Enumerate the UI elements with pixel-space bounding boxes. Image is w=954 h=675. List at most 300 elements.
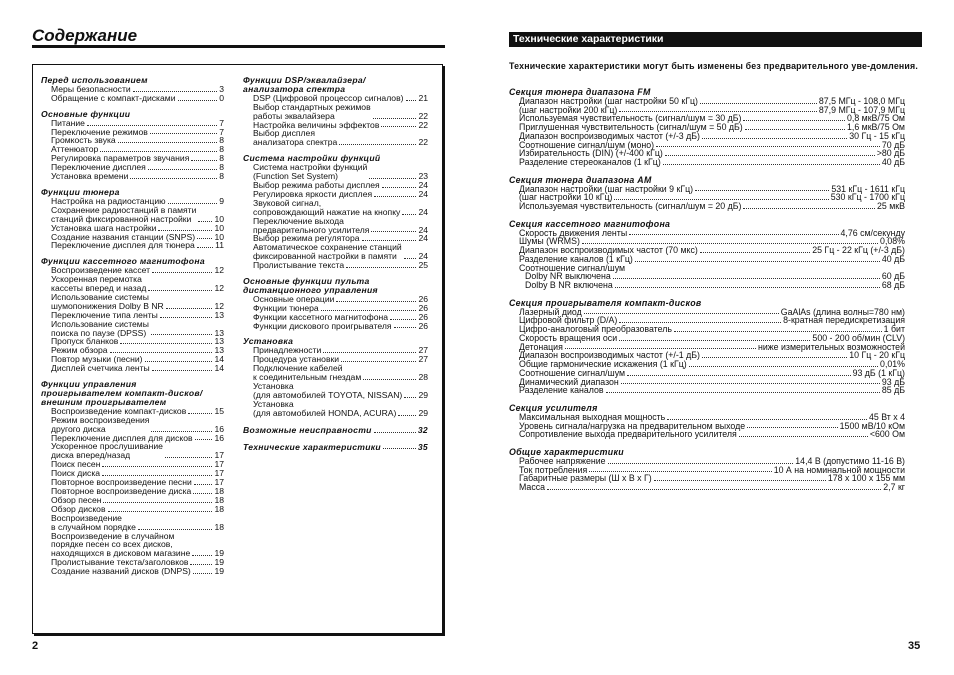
toc-heading-entry (243, 426, 428, 435)
toc-entry-page: 26 (418, 320, 428, 331)
dot-leader (689, 366, 878, 367)
toc-entry (243, 382, 428, 400)
dot-leader (745, 129, 845, 130)
dot-leader (138, 529, 213, 530)
toc-section-heading: Основные функции пульта дистанционного управления (243, 276, 378, 295)
dot-leader (148, 169, 217, 170)
toc-box (32, 64, 443, 634)
toc-heading-entry (243, 443, 428, 452)
spec-value: 178 x 100 x 155 мм (827, 473, 905, 484)
toc-entry-label: Воспроизведение в случайном порядке песен со всех дисков, находящихся в дисковом магазине (51, 530, 191, 559)
toc-entry-label: Ускоренная перемотка кассеты вперед и назад (51, 274, 147, 294)
spec-value: 1,6 мкВ/75 Ом (846, 122, 905, 132)
spec-value: 1 бит (883, 324, 905, 334)
toc-entry-page: 24 (418, 206, 428, 217)
specs-column (509, 88, 905, 492)
dot-leader (700, 252, 810, 253)
dot-leader (148, 290, 212, 291)
dot-leader (547, 489, 881, 490)
title-rule (32, 45, 445, 48)
spec-value: 25 мкВ (877, 201, 905, 211)
spec-label: Соотношение сигнал/шум (519, 262, 626, 273)
spec-label: Приглушенная чувствительность (сигнал/шум = 50 дБ) (519, 122, 743, 132)
spec-label: Масса (519, 482, 546, 492)
dot-leader (150, 133, 217, 134)
dot-leader (152, 370, 213, 371)
spec-value: 500 - 200 об/мин (CLV) (812, 332, 905, 343)
dot-leader (743, 208, 875, 209)
dot-leader (584, 313, 779, 314)
dot-leader (656, 146, 880, 147)
dot-leader (103, 502, 212, 503)
toc-entry-label: Выбор стандартных режимов работы эквалайзера (253, 101, 371, 121)
spec-value: ниже измерительных возможностей (758, 341, 905, 352)
spec-label: Габаритные размеры (Ш x В x Г) (519, 473, 652, 484)
toc-entry-page: 21 (418, 92, 428, 103)
dot-leader (619, 322, 781, 323)
dot-leader (195, 439, 213, 440)
toc-entry-page: 8 (219, 171, 224, 182)
toc-entry-label: Повторное воспроизведение песни (51, 477, 192, 488)
specs-intro: Технические характеристики могут быть изменены без предварительного уве-домления. (509, 61, 919, 71)
toc-entry (41, 442, 224, 460)
toc-entry-page: 13 (214, 345, 224, 356)
toc-entry-page: 7 (219, 117, 224, 128)
toc-entry-label: Поиск диска (51, 468, 101, 479)
toc-entry-page: 16 (214, 432, 224, 443)
spec-label: Цифровой фильтр (D/A) (519, 315, 618, 326)
toc-entry-page: 14 (214, 354, 224, 365)
toc-section-heading: Функции управления проигрывателем компакт-дисков/ внешним проигрывателем (41, 379, 203, 407)
dot-leader (404, 397, 416, 398)
toc-entry-page: 8 (219, 144, 224, 155)
toc-entry-page: 10 (214, 222, 224, 233)
dot-leader (629, 234, 838, 235)
toc-entry-page: 22 (418, 137, 428, 148)
page-number-right: 35 (908, 640, 921, 652)
spec-label: Dolby B NR включена (525, 280, 613, 290)
toc-entry-label: Настройка на радиостанцию (51, 195, 166, 206)
dot-leader (667, 419, 867, 420)
toc-entry (243, 163, 428, 181)
spec-label: Используемая чувствительность (сигнал/шум = 30 дБ) (519, 113, 742, 124)
toc-entry-page: 17 (214, 477, 224, 488)
dot-leader (346, 267, 416, 268)
dot-leader (323, 352, 416, 353)
spec-row (509, 430, 905, 439)
dot-leader (383, 448, 416, 449)
dot-leader (381, 126, 416, 127)
spec-value: 10 А на номинальной мощности (773, 464, 905, 475)
dot-leader (621, 383, 880, 384)
dot-leader (158, 230, 212, 231)
dot-leader (582, 243, 878, 244)
spec-value: 0,8 мкВ/75 Ом (846, 113, 905, 124)
dot-leader (565, 348, 756, 349)
toc-entry-label: Переключение дисплея для тюнера (51, 240, 195, 251)
dot-leader (152, 272, 212, 273)
toc-entry-label: Переключение выхода предварительного усилителя (253, 215, 370, 235)
spec-value: 87,5 МГц - 108,0 МГц (818, 95, 905, 106)
spec-label: Диапазон настройки (шаг настройки 9 кГц) (519, 183, 694, 194)
spec-value: 30 Гц - 15 кГц (849, 130, 905, 141)
toc-section-heading: Основные функции (41, 108, 131, 119)
dot-leader (191, 160, 217, 161)
toc-entry-label: Функции кассетного магнитофона (253, 311, 388, 322)
dot-leader (100, 151, 217, 152)
toc-entry-label: Повтор музыки (песни) (51, 354, 143, 365)
spec-label: Избирательность (DIN) (+/-400 кГц) (519, 148, 663, 159)
dot-leader (743, 120, 845, 121)
toc-entry-page: 13 (214, 309, 224, 320)
toc-entry-page: 8 (219, 162, 224, 173)
dot-leader (151, 431, 212, 432)
toc-entry-page: 13 (214, 327, 224, 338)
dot-leader (160, 317, 213, 318)
toc-entry-page: 19 (214, 548, 224, 559)
dot-leader (87, 125, 217, 126)
dot-leader (665, 155, 875, 156)
spec-value: 4,76 см/секунду (840, 227, 905, 238)
toc-entry (41, 514, 224, 532)
spec-section-heading: Секция тюнера диапазона AM (509, 174, 652, 185)
spec-value: 0,08% (880, 236, 905, 247)
dot-leader (619, 340, 810, 341)
spec-row (509, 474, 905, 483)
toc-entry-label: Воспроизведение кассет (51, 265, 151, 276)
dot-leader (145, 361, 213, 362)
dot-leader (394, 327, 417, 328)
toc-entry-label: Создание названий дисков (DNPS) (51, 566, 191, 577)
spec-label: Соотношение сигнал/шум (моно) (519, 139, 655, 150)
spec-value: 2,7 кг (883, 482, 905, 492)
toc-entry-label: Меры безопасности (51, 83, 131, 94)
contents-title: Содержание (32, 26, 138, 45)
specs-banner: Технические характеристики (509, 32, 922, 47)
toc-entry-label: Настройка величины эффектов (253, 119, 380, 130)
toc-entry-page: 19 (214, 557, 224, 568)
spec-label: Соотношение сигнал/шум (519, 367, 626, 378)
toc-entry (243, 243, 428, 261)
dot-leader (404, 258, 417, 259)
toc-entry-label: Основные операции (253, 293, 335, 304)
dot-leader (130, 178, 217, 179)
toc-entry-page: 12 (214, 265, 224, 276)
spec-section-heading: Секция усилителя (509, 403, 598, 413)
toc-entry-label: Воспроизведение компакт-дисков (51, 405, 187, 416)
dot-leader (615, 287, 880, 288)
toc-entry-label: Питание (51, 117, 85, 128)
dot-leader (194, 484, 213, 485)
toc-entry (41, 532, 224, 559)
spec-label: Dolby NR выключена (525, 271, 611, 282)
spec-label: Разделение стереоканалов (1 кГц) (519, 157, 661, 167)
toc-entry-page: 12 (214, 300, 224, 311)
spec-label: Диапазон воспроизводимых частот (70 мкс) (519, 245, 698, 255)
toc-entry-page: 26 (418, 302, 428, 313)
toc-entry-page: 18 (214, 503, 224, 514)
toc-entry-label: Принадлежности (253, 345, 322, 356)
spec-label: Максимальная выходная мощность (519, 411, 666, 422)
toc-entry-label: Функции тюнера (253, 302, 319, 313)
toc-entry-page: 22 (418, 119, 428, 130)
toc-entry (243, 364, 428, 382)
spec-row (509, 483, 905, 492)
spec-row (509, 158, 905, 167)
spec-label: Динамический диапазон (519, 376, 619, 387)
spec-label: Ток потребления (519, 464, 588, 475)
toc-entry-label: Подключение кабелей к соединительным гнездам (253, 363, 362, 383)
dot-leader (339, 144, 416, 145)
toc-entry-page: 23 (418, 171, 428, 182)
toc-entry-page: 17 (214, 459, 224, 470)
toc-entry-page: 7 (219, 126, 224, 137)
dot-leader (739, 436, 868, 437)
toc-entry-page: 15 (214, 405, 224, 416)
spec-section-heading: Секция кассетного магнитофона (509, 218, 671, 229)
dot-leader (747, 427, 838, 428)
dot-leader (168, 203, 218, 204)
toc-entry (41, 94, 224, 103)
dot-leader (369, 178, 416, 179)
dot-leader (406, 100, 417, 101)
spec-row (509, 281, 905, 290)
toc-entry (243, 400, 428, 418)
toc-entry-label: Сохранение радиостанций в памяти станций фиксированной настройки (51, 204, 197, 224)
toc-entry-label: Технические характеристики (243, 441, 381, 452)
toc-entry-label: Ускоренное прослушивание диска вперед/назад (51, 441, 163, 461)
spec-value: 93 дБ (881, 376, 905, 387)
toc-entry-label: Звуковой сигнал, сопровождающий нажатие на кнопку (253, 197, 401, 217)
dot-leader (336, 301, 416, 302)
toc-entry-page: 22 (418, 110, 428, 121)
toc-entry-page: 14 (214, 363, 224, 374)
toc-entry-page: 24 (418, 179, 428, 190)
dot-leader (363, 379, 416, 380)
toc-entry-page: 12 (214, 283, 224, 294)
dot-leader (635, 261, 880, 262)
dot-leader (614, 199, 828, 200)
toc-section-heading: Перед использованием (41, 75, 148, 85)
spec-row (509, 202, 905, 211)
toc-entry (243, 217, 428, 235)
spec-value: 1500 мВ/10 кОм (839, 420, 905, 431)
toc-entry-page: 10 (214, 231, 224, 242)
dot-leader (608, 463, 794, 464)
toc-entry-label: Регулировка параметров звучания (51, 153, 190, 164)
spec-value: 530 кГц - 1700 кГц (830, 192, 905, 203)
toc-entry-label: Пролистывание текста (253, 260, 345, 271)
toc-entry (41, 206, 224, 224)
dot-leader (390, 319, 416, 320)
toc-entry-label: Регулировка яркости дисплея (253, 188, 373, 199)
toc-entry-label: Автоматическое сохранение станций фиксированной настройки в памяти (253, 242, 402, 262)
toc-entry-page: 35 (417, 441, 428, 452)
toc-entry-label: Переключение дисплея (51, 162, 146, 173)
dot-leader (402, 214, 416, 215)
toc-entry-label: Переключение дисплея для дисков (51, 432, 193, 443)
toc-entry-page: 19 (214, 566, 224, 577)
toc-entry-page: 3 (219, 83, 224, 94)
spec-label: Скорость движения ленты (519, 227, 628, 238)
spec-label: (шаг настройки 200 кГц) (519, 104, 618, 115)
spec-label: Уровень сигнала/нагрузка на предварительном выходе (519, 420, 746, 431)
dot-leader (120, 343, 212, 344)
dot-leader (110, 352, 213, 353)
spec-value: <600 Ом (869, 429, 905, 440)
spec-label: Скорость вращения оси (519, 332, 618, 343)
toc-entry-page: 8 (219, 135, 224, 146)
spec-label: Используемая чувствительность (сигнал/шум = 20 дБ) (519, 201, 742, 211)
dot-leader (663, 164, 880, 165)
toc-entry (243, 322, 428, 331)
toc-entry-label: Возможные неисправности (243, 424, 372, 435)
toc-entry-label: Обзор дисков (51, 503, 106, 514)
toc-entry-page: 26 (418, 293, 428, 304)
dot-leader (193, 573, 213, 574)
dot-leader (166, 308, 213, 309)
toc-entry-label: Аттенюатор (51, 144, 99, 155)
spec-value: 68 дБ (881, 280, 905, 290)
dot-leader (118, 142, 218, 143)
dot-leader (198, 221, 212, 222)
toc-entry-label: Система настройки функций (Function Set System) (253, 162, 368, 182)
toc-entry-label: Режим воспроизведения другого диска (51, 414, 150, 434)
spec-value: 85 дБ (881, 385, 905, 396)
toc-entry (243, 103, 428, 121)
toc-entry (41, 172, 224, 181)
spec-value: >80 дБ (876, 148, 905, 159)
dot-leader (654, 480, 826, 481)
spec-label: Диапазон воспроизводимых частот (+/-3 дБ) (519, 130, 700, 141)
toc-entry-label: Установка времени (51, 171, 129, 182)
spec-label: Диапазон настройки (шаг настройки 50 кГц) (519, 95, 698, 106)
toc-entry-page: 10 (214, 213, 224, 224)
toc-entry-label: Режим обзора (51, 345, 108, 356)
toc-entry (243, 199, 428, 217)
toc-entry-page: 18 (214, 521, 224, 532)
toc-entry-label: Установка (для автомобилей TOYOTA, NISSAN) (253, 381, 403, 400)
toc-entry-label: Выбор дисплея анализатора спектра (253, 128, 338, 148)
toc-entry-page: 18 (214, 494, 224, 505)
spec-value: 531 кГц - 1611 кГц (831, 183, 905, 194)
spec-label: (шаг настройки 10 кГц) (519, 192, 613, 203)
dot-leader (188, 413, 212, 414)
toc-entry (41, 416, 224, 434)
toc-section-heading: Функции кассетного магнитофона (41, 256, 205, 267)
toc-entry-page: 26 (418, 311, 428, 322)
toc-entry-page: 32 (417, 424, 428, 435)
spec-label: Общие гармонические искажения (1 кГц) (519, 359, 687, 369)
dot-leader (371, 231, 416, 232)
toc-entry-page: 0 (219, 92, 224, 103)
dot-leader (674, 331, 882, 332)
toc-entry-page: 17 (214, 468, 224, 479)
toc-entry (41, 320, 224, 338)
spec-row (509, 386, 905, 395)
toc-column-left (41, 76, 224, 576)
dot-leader (373, 118, 417, 119)
toc-entry-label: Переключение режимов (51, 126, 148, 137)
dot-leader (362, 240, 417, 241)
dot-leader (151, 334, 213, 335)
toc-entry-label: Обзор песен (51, 494, 102, 505)
toc-section-heading: Установка (243, 336, 294, 347)
dot-leader (108, 511, 213, 512)
spec-label: Рабочее напряжение (519, 455, 606, 466)
toc-entry-label: Повторное воспроизведение диска (51, 485, 192, 496)
spec-value: 40 дБ (881, 157, 905, 167)
toc-entry (243, 261, 428, 270)
toc-entry-label: Пролистывание текста/заголовков (51, 557, 189, 568)
dot-leader (589, 471, 771, 472)
dot-leader (382, 187, 417, 188)
toc-entry-label: Обращение с компакт-дисками (51, 92, 176, 103)
dot-leader (102, 475, 212, 476)
toc-column-right (243, 76, 428, 451)
toc-entry (41, 293, 224, 311)
toc-entry-label: Пропуск бланков (51, 336, 119, 347)
toc-entry-label: Громкость звука (51, 135, 116, 146)
toc-entry-label: Выбор режима работы дисплея (253, 179, 380, 190)
toc-entry-page: 18 (214, 485, 224, 496)
toc-section-heading: Система настройки функций (243, 153, 381, 164)
toc-entry-page: 9 (219, 195, 224, 206)
dot-leader (178, 100, 218, 101)
toc-entry-page: 28 (418, 372, 428, 383)
dot-leader (193, 493, 212, 494)
toc-entry-label: DSP (Цифровой процессор сигналов) (253, 92, 404, 103)
spec-section-heading: Общие характеристики (509, 447, 624, 457)
toc-entry-label: Создание названия станции (SNPS) (51, 231, 196, 242)
spec-value: 93 дБ (1 кГц) (852, 367, 905, 378)
toc-entry-label: Установка (для автомобилей HONDA, ACURA) (253, 398, 397, 418)
spec-value: 25 Гц - 22 кГц (+/-3 дБ) (812, 245, 905, 255)
spec-value: 70 дБ (881, 139, 905, 150)
spec-value: 8-кратная передискретизация (783, 315, 905, 326)
dot-leader (133, 91, 218, 92)
toc-entry-label: Поиск песен (51, 459, 101, 470)
toc-entry-label: Установка шага настройки (51, 222, 157, 233)
toc-entry-page: 24 (418, 251, 428, 262)
toc-entry (41, 241, 224, 250)
dot-leader (398, 415, 416, 416)
dot-leader (613, 278, 880, 279)
spec-value: 45 Вт x 4 (868, 411, 905, 422)
toc-entry-page: 27 (418, 354, 428, 365)
dot-leader (190, 564, 212, 565)
spec-label: Разделение каналов (519, 385, 604, 396)
spec-value: 87,9 МГц - 107,9 МГц (818, 104, 905, 115)
toc-entry-label: Дисплей счетчика ленты (51, 363, 150, 374)
spec-section-heading: Секция тюнера диапазона FM (509, 87, 651, 97)
toc-entry-page: 16 (214, 423, 224, 434)
dot-leader (702, 138, 847, 139)
toc-entry-label: Использование системы шумопонижения Dolby B NR (51, 291, 164, 311)
dot-leader (627, 375, 851, 376)
dot-leader (374, 196, 416, 197)
toc-entry-page: 11 (215, 240, 224, 251)
spec-value: 14,4 В (допустимо 11-16 В) (795, 455, 905, 466)
toc-entry-label: Переключение типа ленты (51, 309, 158, 320)
toc-entry-label: Использование системы поиска по паузе (DPSS) (51, 318, 149, 338)
toc-entry (41, 567, 224, 576)
toc-entry (41, 364, 224, 373)
spec-label: Лазерный диод (519, 306, 582, 317)
toc-entry-page: 24 (418, 224, 428, 235)
spec-value: 60 дБ (881, 271, 905, 282)
toc-entry-page: 24 (418, 233, 428, 244)
